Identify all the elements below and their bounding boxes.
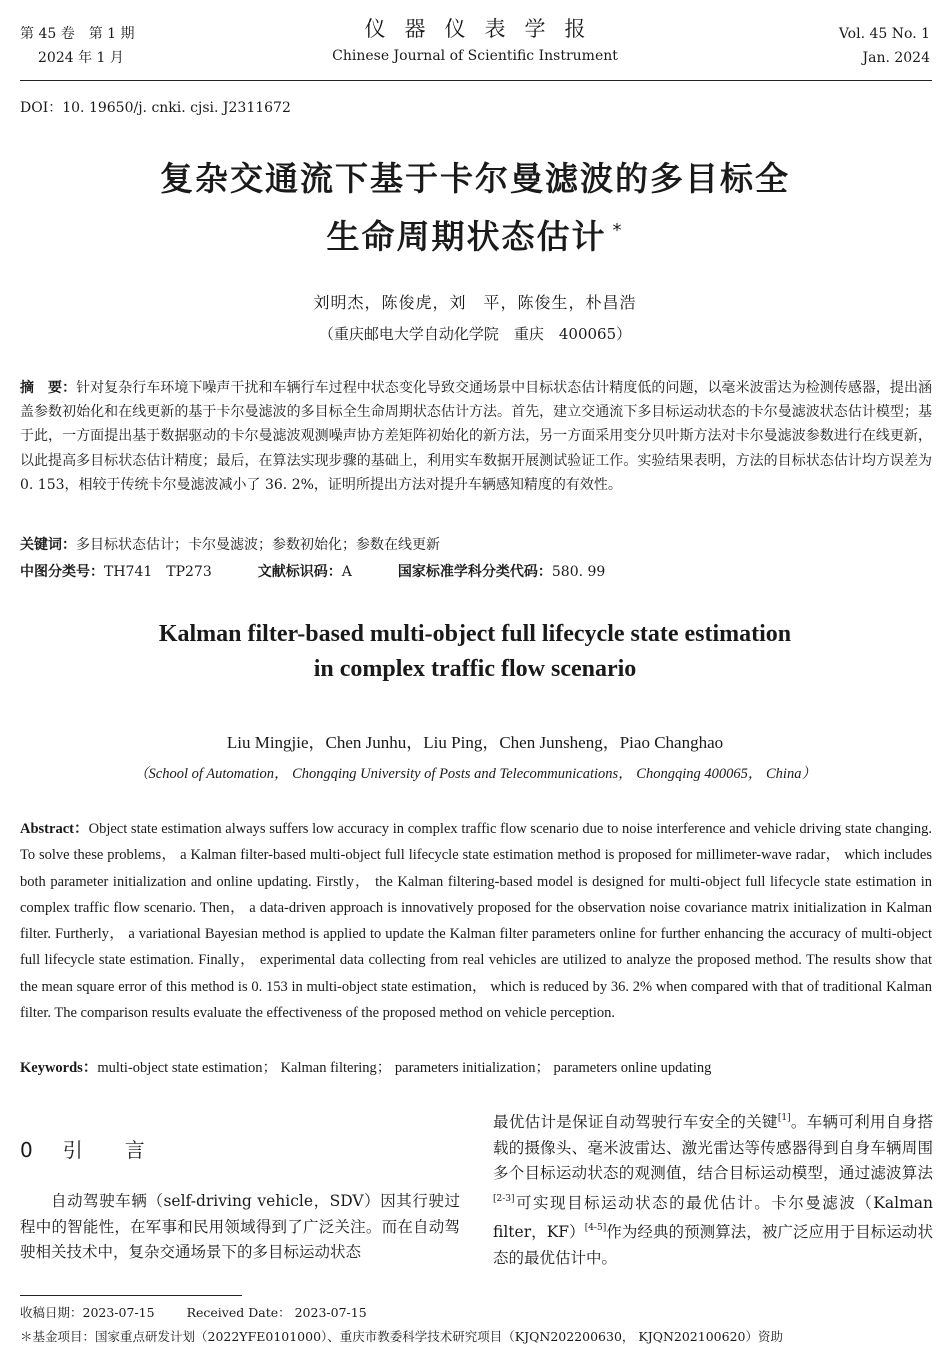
journal-name-cn: 仪器仪表学报 [364,17,605,41]
publication-date-cn: 2024 年 1 月 [38,50,124,66]
abstract-en [20,816,932,1026]
abstract-cn-text: 针对复杂行车环境下噪声干扰和车辆行车过程中状态变化导致交通场景中目标状态估计精度低的问题，以毫米波雷达为检测传感器，提出涵盖参数初始化和在线更新的基于卡尔曼滤波的多目标全生命周期状态估计方法。首先，建立交通流下多目标运动状态的卡尔曼滤波状态估计模型；基于此，一方面提出基于数据驱动的卡尔曼滤波观测噪声协方差矩阵初始化的新方法，另一方面采用变分贝叶斯方法对卡尔曼滤波参数进行在线更新，以此提高多目标状态估计精度；最后，在算法实现步骤的基础上，利用实车数据开展测试验证工作。实验结果表明，方法的目标状态估计均方误差为 0. 153，相较于传统卡尔曼滤波减小了 36. 2%，证明所提出方法对提升车辆感知精度的有效性。 [20,380,932,493]
received-date-cn: 收稿日期：2023-07-15 [20,1305,155,1320]
clc-label: 中图分类号： [20,564,104,580]
abstract-cn [20,376,932,497]
abstract-en-label: Abstract： [20,821,89,837]
citation-4-5[interactable]: [4-5] [584,1223,607,1234]
body-column-right [493,1106,933,1272]
received-date [20,1303,367,1321]
citation-2-3[interactable]: [2-3] [493,1193,515,1204]
title-en-line2: in complex traffic flow scenario [313,656,637,682]
section-title-char1: 引 [62,1138,85,1162]
volume-issue: 第 45 卷 第 1 期 [20,26,135,42]
subject-code-label: 国家标准学科分类代码： [397,564,552,580]
affiliation-en: （School of Automation， Chongqing University of Posts and Telecommunications， Chongqing 400065， China） [134,766,816,782]
keywords-cn-label: 关键词： [20,537,76,553]
body-column-left: 自动驾驶车辆（self-driving vehicle，SDV）因其行驶过程中的智能性，在军事和民用领域得到了广泛关注。而在自动驾驶相关技术中，复杂交通场景下的多目标运动状态 [20,1192,460,1262]
section-number: 0 [20,1138,35,1162]
body-right-text-4: 作为经典的预测算法，被广泛应用于目标运动状态的最优估计中。 [493,1223,933,1267]
received-date-en: Received Date： 2023-07-15 [186,1305,367,1320]
body-right-text-2: 。车辆可利用自身搭载的摄像头、毫米波雷达、激光雷达等传感器得到自身车辆周围多个目标运动状态的观测值，结合目标运动模型，通过滤波算法 [493,1113,933,1183]
journal-name-en: Chinese Journal of Scientific Instrument [332,48,618,64]
doi: DOI：10. 19650/j. cnki. cjsi. J2311672 [20,100,291,116]
subject-code-value: 580. 99 [551,564,606,580]
running-header-right [839,24,930,68]
section-heading-introduction [20,1134,147,1163]
paper-title-en [0,617,950,687]
section-title-char2: 言 [124,1138,147,1162]
citation-1[interactable]: [1] [777,1113,791,1123]
body-right-text-3: 可实现目标运动状态的最优估计。卡尔曼滤波（Kalman filter，KF） [493,1193,933,1242]
footnote-rule [20,1295,242,1296]
keywords-en-text: multi-object state estimation； Kalman filtering； parameters initialization； parameters online updating [97,1060,712,1076]
abstract-cn-label: 摘 要： [20,380,77,396]
title-en-line1: Kalman filter-based multi-object full lifecycle state estimation [158,621,792,647]
body-right-text-1: 最优估计是保证自动驾驶行车安全的关键 [493,1113,778,1131]
authors-cn: 刘明杰，陈俊虎，刘 平，陈俊生，朴昌浩 [313,293,637,312]
abstract-en-text: Object state estimation always suffers low accuracy in complex traffic flow scenario due to noise interference and vehicle driving state changing. To solve these problems， a Kalman filter-based multi-object full lifecycle state estimation method is proposed for millimeter-wave radar， which includes both parameter initialization and online updating. Firstly， the Kalman filtering-based model is designed for multi-object full lifecycle state estimation in complex traffic flow scenario. Then， a data-driven approach is innovatively proposed for the observation noise covariance matrix initialization in Kalman filter. Furtherly， a variational Bayesian method is applied to update the Kalman filter parameters online for further enhancing the accuracy of multi-object full lifecycle state estimation. Finally， experimental data collecting from real vehicles are utilized to analyze the proposed method. The results show that the mean square error of this method is 0. 153 in multi-object state estimation， which is reduced by 36. 2% when compared with that of traditional Kalman filter. The comparison results evaluate the effectiveness of the proposed method on vehicle perception. [20,821,932,1022]
affiliation-cn: （重庆邮电大学自动化学院 重庆 400065） [318,325,632,343]
title-cn-line2: 生命周期状态估计 [326,217,607,256]
funding-footnote: ＊基金项目：国家重点研发计划（2022YFE0101000）、重庆市教委科学技术研究项目（KJQN202200630， KJQN202100620）资助 [20,1329,783,1344]
running-header-center [0,14,950,64]
classification-codes [20,561,605,581]
keywords-cn [20,534,440,554]
keywords-en-label: Keywords： [20,1060,98,1076]
funding-mark: * [612,220,624,241]
clc-value: TH741 TP273 [104,564,212,580]
doc-code-label: 文献标识码： [257,564,342,580]
publication-date-en: Jan. 2024 [862,50,930,66]
header-rule [20,80,932,81]
title-cn-line1: 复杂交通流下基于卡尔曼滤波的多目标全 [160,159,790,198]
authors-en: Liu Mingjie，Chen Junhu，Liu Ping，Chen Junsheng，Piao Changhao [226,733,724,752]
paper-title-cn [0,153,950,263]
doc-code-value: A [341,564,352,580]
volume-issue-en: Vol. 45 No. 1 [838,26,930,42]
keywords-en [20,1056,711,1077]
keywords-cn-text: 多目标状态估计；卡尔曼滤波；参数初始化；参数在线更新 [76,537,440,553]
